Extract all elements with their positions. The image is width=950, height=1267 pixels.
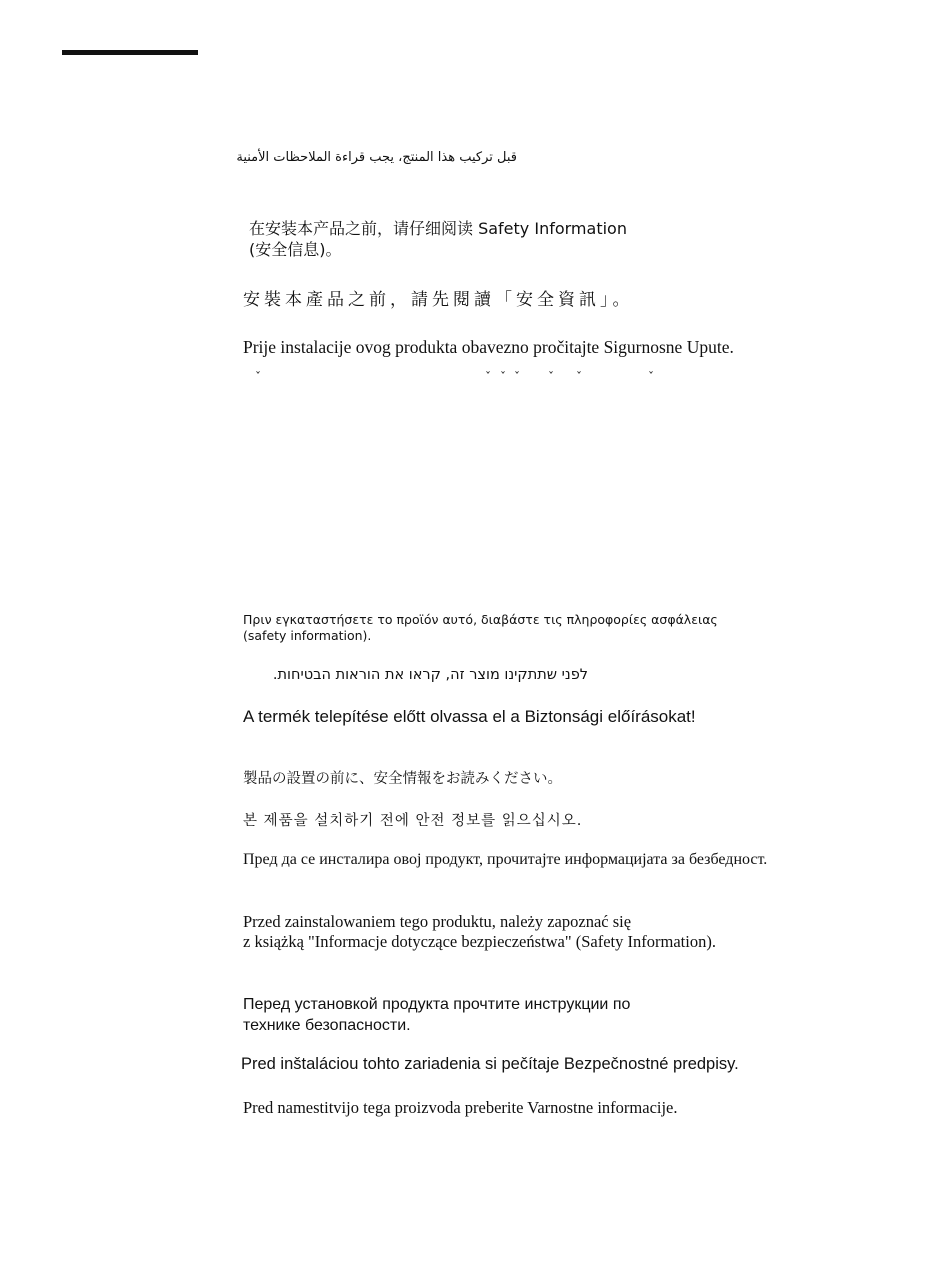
- caron-mark: ˇ: [500, 370, 506, 384]
- notice-hebrew: לפני שתתקינו מוצר זה, קראו את הוראות הבטיחות.: [272, 667, 588, 683]
- notice-japanese: 製品の設置の前に、安全情報をお読みください。: [243, 771, 562, 787]
- caron-mark: ˇ: [255, 370, 261, 384]
- caron-mark: ˇ: [548, 370, 554, 384]
- notice-korean: 본 제품을 설치하기 전에 안전 정보를 읽으십시오.: [243, 813, 583, 829]
- notice-slovak: Pred inštaláciou tohto zariadenia si pečítaje Bezpečnostné predpisy.: [241, 1055, 739, 1073]
- notice-slovenian: Pred namestitvijo tega proizvoda preberite Varnostne informacije.: [243, 1098, 678, 1117]
- notice-polish-line1: Przed zainstalowaniem tego produktu, należy zapoznać się: [243, 912, 632, 931]
- notice-chinese-traditional: 安裝本產品之前，請先閱讀「安全資訊」。: [243, 290, 634, 310]
- header-rule: [62, 50, 198, 55]
- notice-russian-line1: Перед установкой продукта прочтите инструкции по: [243, 996, 631, 1013]
- caron-mark: ˇ: [576, 370, 582, 384]
- notice-greek-line2: (safety information).: [243, 628, 372, 643]
- caron-mark: ˇ: [648, 370, 654, 384]
- caron-mark: ˇ: [514, 370, 520, 384]
- caron-mark: ˇ: [485, 370, 491, 384]
- notice-hungarian: A termék telepítése előtt olvassa el a Biztonsági előírásokat!: [243, 707, 696, 726]
- notice-chinese-simplified-line2: (安全信息)。: [249, 240, 342, 259]
- notice-chinese-simplified-line1: 在安装本产品之前，请仔细阅读 Safety Information: [249, 219, 627, 238]
- notice-russian-line2: технике безопасности.: [243, 1017, 411, 1034]
- notice-croatian: Prije instalacije ovog produkta obavezno pročitajte Sigurnosne Upute.: [243, 337, 734, 357]
- notice-macedonian: Пред да се инсталира овој продукт, прочитајте информацијата за безбедност.: [243, 851, 768, 868]
- notice-czech-marks: [243, 371, 663, 391]
- notice-arabic: قبل تركيب هذا المنتج، يجب قراءة الملاحظات الأمنية: [236, 150, 517, 165]
- notice-polish-line2: z książką "Informacje dotyczące bezpieczeństwa" (Safety Information).: [243, 932, 716, 951]
- notice-greek-line1: Πριν εγκαταστήσετε το προϊόν αυτό, διαβάστε τις πληροφορίες ασφάλειας: [243, 612, 718, 627]
